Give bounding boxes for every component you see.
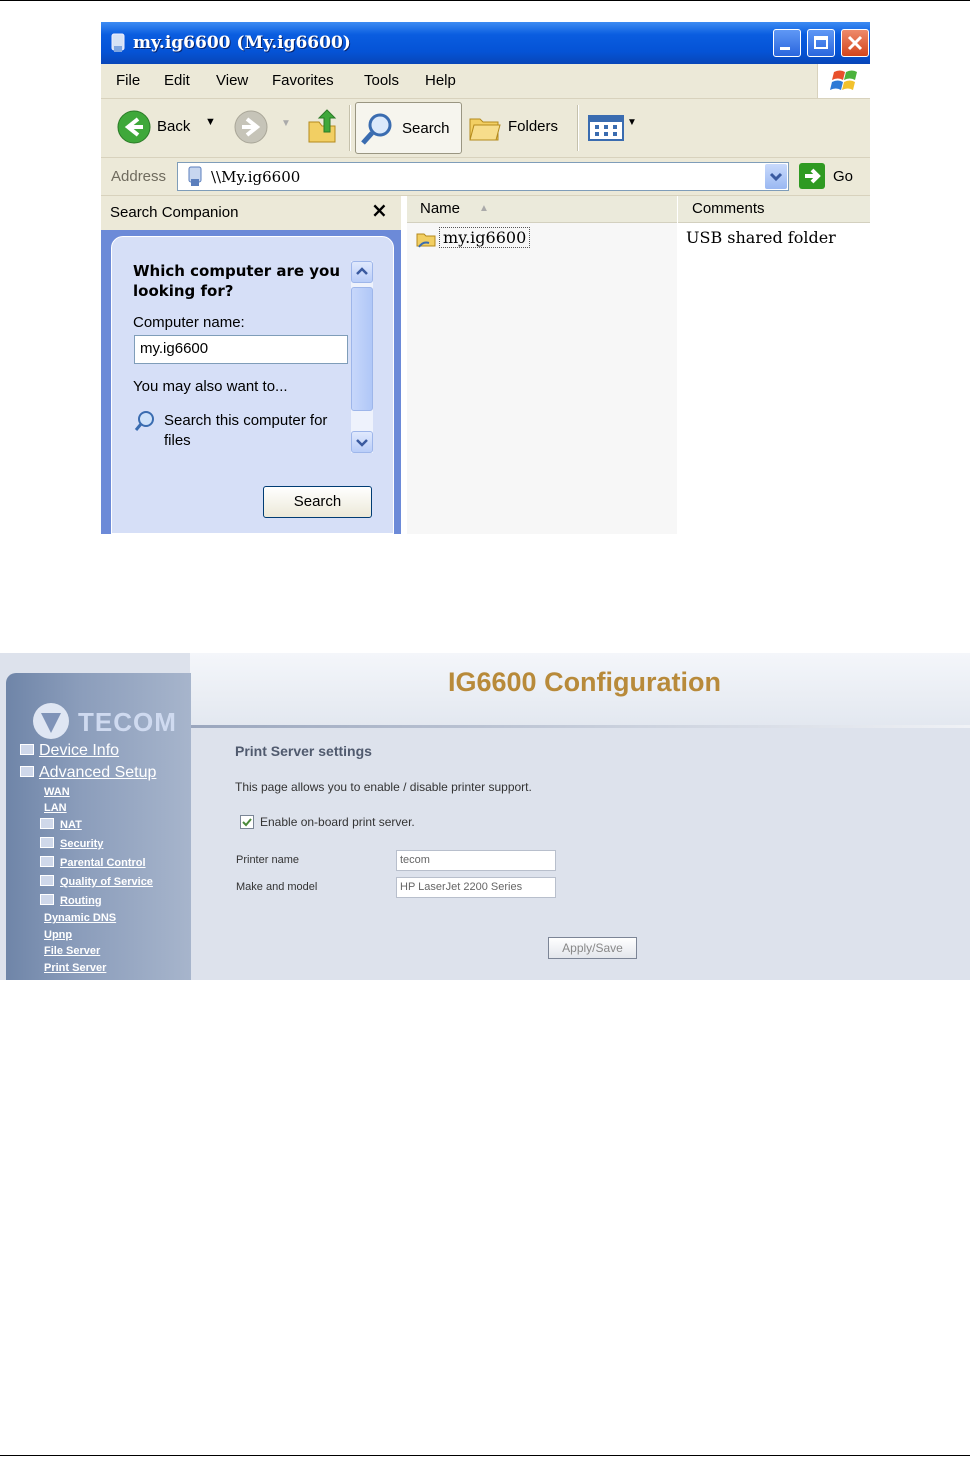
folder-icon — [40, 856, 54, 867]
folders-icon[interactable] — [468, 111, 502, 143]
go-button-label[interactable]: Go — [833, 168, 854, 185]
checkmark-icon — [241, 816, 253, 828]
search-icon — [360, 111, 396, 147]
menu-favorites[interactable]: Favorites — [272, 72, 334, 89]
make-model-input[interactable]: HP LaserJet 2200 Series — [396, 877, 556, 898]
folders-button-label[interactable]: Folders — [508, 118, 559, 135]
tecom-logo-icon — [33, 703, 69, 739]
search-files-link[interactable]: Search this computer for files — [164, 412, 328, 449]
network-drive-icon — [109, 32, 127, 54]
companion-search-button[interactable]: Search — [263, 486, 372, 518]
nav-security[interactable]: Security — [60, 838, 104, 850]
up-folder-icon[interactable] — [304, 108, 340, 146]
nav-quality-of-service[interactable]: Quality of Service — [60, 876, 153, 888]
router-sidebar — [6, 673, 191, 980]
close-button[interactable] — [841, 29, 869, 57]
sort-ascending-icon: ▲ — [479, 203, 489, 214]
nav-advanced-setup[interactable]: Advanced Setup — [39, 764, 157, 781]
column-header-name[interactable] — [407, 196, 677, 223]
go-arrow-icon[interactable] — [799, 163, 825, 189]
nav-lan[interactable]: LAN — [44, 802, 67, 814]
search-companion-pane — [101, 196, 401, 534]
file-list-pane — [407, 196, 870, 534]
column-comments-label: Comments — [692, 200, 765, 217]
search-computer-icon — [134, 410, 156, 432]
title-bar[interactable] — [101, 22, 870, 64]
views-icon[interactable] — [588, 114, 624, 142]
search-companion-title: Search Companion — [110, 204, 239, 221]
brand-logo-text: TECOM — [78, 707, 177, 737]
back-arrow-icon[interactable] — [116, 109, 152, 145]
search-question: Which computer are you looking for? — [133, 262, 341, 300]
folder-icon — [40, 818, 54, 829]
network-drive-icon — [186, 166, 204, 188]
nav-file-server[interactable]: File Server — [44, 945, 101, 957]
make-model-label: Make and model — [236, 881, 318, 893]
menu-help[interactable]: Help — [425, 72, 456, 89]
file-item-name[interactable]: my.ig6600 — [439, 227, 530, 248]
router-config-screenshot — [0, 653, 970, 980]
address-label: Address — [111, 168, 167, 185]
back-button-label[interactable]: Back — [157, 118, 191, 135]
nav-nat[interactable]: NAT — [60, 819, 82, 831]
search-button[interactable] — [355, 102, 462, 154]
folder-icon — [40, 837, 54, 848]
back-dropdown-icon[interactable]: ▼ — [205, 116, 216, 128]
chevron-down-icon — [352, 432, 372, 452]
close-icon — [842, 30, 868, 56]
menu-file[interactable]: File — [116, 72, 141, 89]
shared-folder-icon — [415, 227, 437, 249]
search-button-label: Search — [402, 120, 450, 137]
router-content — [192, 728, 970, 980]
enable-print-server-checkbox[interactable] — [240, 815, 254, 829]
menu-view[interactable]: View — [216, 72, 249, 89]
address-dropdown-button[interactable] — [765, 164, 787, 189]
nav-print-server[interactable]: Print Server — [44, 962, 107, 974]
page-bottom-rule — [0, 1455, 970, 1456]
scrollbar[interactable] — [351, 261, 373, 453]
page-top-rule — [0, 0, 970, 1]
close-icon[interactable]: × — [371, 198, 388, 222]
maximize-button[interactable] — [807, 29, 835, 57]
menu-bar — [101, 64, 870, 99]
windows-logo-icon — [817, 64, 870, 98]
section-description: This page allows you to enable / disable printer support. — [235, 780, 532, 794]
explorer-window — [101, 22, 870, 534]
folder-icon — [40, 875, 54, 886]
search-companion-header — [101, 196, 401, 230]
nav-device-info[interactable]: Device Info — [39, 742, 120, 759]
toolbar — [101, 99, 870, 158]
folder-icon — [40, 894, 54, 905]
column-header-comments[interactable] — [678, 196, 870, 223]
nav-routing[interactable]: Routing — [60, 895, 102, 907]
forward-dropdown-icon: ▼ — [281, 118, 291, 129]
search-companion-panel — [111, 236, 394, 534]
nav-dynamic-dns[interactable]: Dynamic DNS — [44, 912, 117, 924]
minimize-button[interactable] — [773, 29, 801, 57]
printer-name-input[interactable]: tecom — [396, 850, 556, 871]
file-item-comment: USB shared folder — [686, 228, 836, 247]
computer-name-input[interactable]: my.ig6600 — [134, 335, 348, 364]
computer-name-label: Computer name: — [133, 314, 245, 331]
menu-tools[interactable]: Tools — [364, 72, 400, 89]
forward-arrow-icon — [233, 109, 269, 145]
chevron-down-icon — [765, 164, 787, 189]
menu-edit[interactable]: Edit — [164, 72, 190, 89]
scroll-down-button[interactable] — [351, 431, 373, 453]
folder-icon — [20, 766, 34, 777]
column-name-label: Name — [420, 200, 461, 217]
address-bar — [101, 158, 870, 196]
also-want-label: You may also want to... — [133, 378, 288, 395]
scroll-up-button[interactable] — [351, 261, 373, 283]
scroll-thumb[interactable] — [351, 287, 373, 411]
section-heading: Print Server settings — [235, 743, 372, 759]
folder-icon — [20, 744, 34, 755]
nav-upnp[interactable]: Upnp — [44, 929, 73, 941]
views-dropdown-icon[interactable]: ▼ — [627, 117, 637, 128]
address-input[interactable] — [177, 162, 789, 191]
chevron-up-icon — [352, 262, 372, 282]
nav-wan[interactable]: WAN — [44, 786, 70, 798]
apply-save-button[interactable]: Apply/Save — [548, 937, 637, 959]
address-value: \\My.ig6600 — [211, 168, 301, 186]
nav-parental-control[interactable]: Parental Control — [60, 857, 146, 869]
router-page-title: IG6600 Configuration — [448, 667, 722, 697]
window-title: my.ig6600 (My.ig6600) — [133, 33, 351, 53]
enable-print-server-label: Enable on-board print server. — [260, 815, 415, 829]
printer-name-label: Printer name — [236, 854, 299, 866]
